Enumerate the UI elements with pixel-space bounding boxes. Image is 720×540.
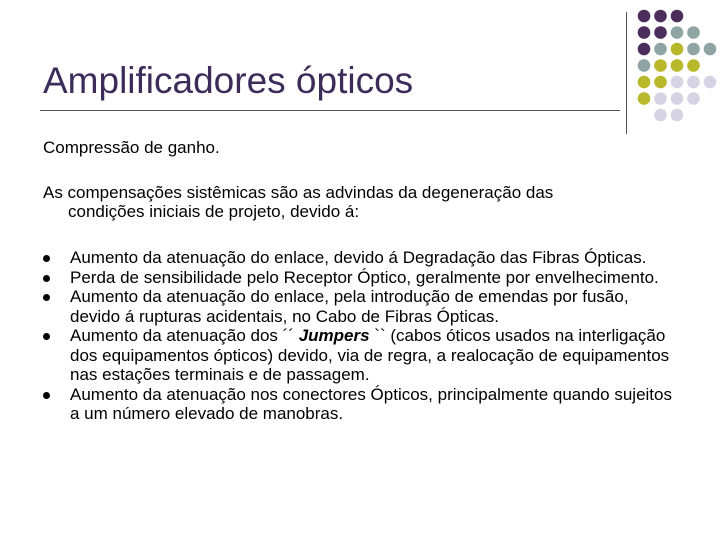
bullet-text-part: `` (cabos óticos usados na interligação dos equipamentos ópticos) devido, via de regra, a realocação de equipamentos nas estações terminais e de passagem. [70,326,670,384]
body-paragraph-gain-compression [43,138,683,157]
decorative-dot [638,43,651,56]
title-underline-rule [40,110,620,111]
decorative-dot [654,92,667,105]
bullet-dot-icon [43,275,50,282]
bullet-dot-icon [43,255,50,262]
bullet-dot-icon [43,333,50,340]
bullet-text: Aumento da atenuação do enlace, pela introdução de emendas por fusão, devido á rupturas acidentais, no Cabo de Fibras Ópticas. [70,287,629,326]
bullet-item [43,248,683,268]
bullet-dot-icon [43,294,50,301]
paragraph-line: condições iniciais de projeto, devido á: [68,202,360,221]
decorative-dot [638,76,651,89]
decorative-dot [671,26,684,39]
bullet-item [43,326,683,385]
bullet-text: Perda de sensibilidade pelo Receptor Óptico, geralmente por envelhecimento. [70,267,659,287]
bullet-item [43,385,683,424]
bullet-item [43,287,683,326]
decorative-dot [687,59,700,72]
decorative-dot [654,43,667,56]
paragraph-text: Compressão de ganho. [43,138,220,157]
decorative-dot [671,109,684,122]
bullet-list [43,248,683,424]
decorative-dot [671,59,684,72]
decorative-dot [687,76,700,89]
decorative-dot [687,43,700,56]
decorative-dot [671,92,684,105]
decorative-dot [638,10,651,23]
decorative-dot [671,43,684,56]
decorative-vertical-rule [626,12,627,134]
decorative-dot [654,76,667,89]
bullet-text-part: Aumento da atenuação dos ´´ [70,326,299,345]
bullet-item [43,268,683,288]
decorative-dot [671,10,684,23]
decorative-dot [638,26,651,39]
decorative-dot [638,59,651,72]
slide-title: Amplificadores ópticos [43,60,414,101]
decorative-dot [687,92,700,105]
paragraph-line: As compensações sistêmicas são as advindas da degeneração das [43,183,554,202]
bullet-dot-icon [43,392,50,399]
decorative-dot [704,43,717,56]
decorative-dot [638,92,651,105]
decorative-dot [687,26,700,39]
decorative-dot-grid [636,8,720,128]
decorative-dot [654,109,667,122]
decorative-dot [671,76,684,89]
decorative-dot [654,10,667,23]
decorative-dot [704,76,717,89]
decorative-dot [654,26,667,39]
bullet-text: Aumento da atenuação do enlace, devido á Degradação das Fibras Ópticas. [70,248,647,267]
body-paragraph-compensations [43,183,683,221]
bullet-text: Aumento da atenuação nos conectores Ópticos, principalmente quando sujeitos a um número elevado de manobras. [70,384,672,423]
decorative-dot [654,59,667,72]
bullet-emphasis: Jumpers [298,326,370,345]
